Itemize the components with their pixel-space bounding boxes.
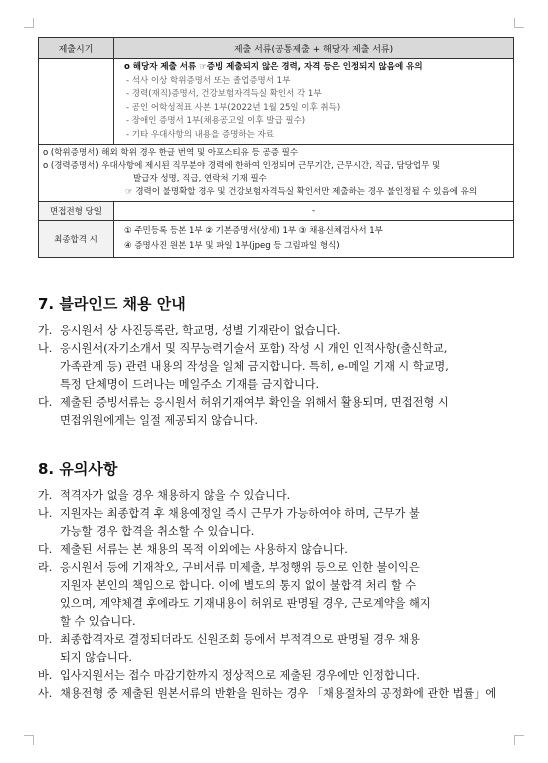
conditional-docs-cell (114, 59, 514, 145)
crop-mark-bottom-right (514, 735, 524, 745)
docs-item: - 경력(재직)증명서, 건강보험자격득실 확인서 각 1부 (126, 89, 322, 99)
list-text-line: 있으며, 계약체결 후에라도 기재내용이 허위로 판명될 경우, 근로계약을 해지 (60, 597, 431, 610)
list-text (60, 340, 516, 394)
docs-item: - 공인 어학성적표 사본 1부(2022년 1월 25일 이후 취득) (126, 102, 341, 113)
list-text (60, 505, 516, 541)
header-submission-time: 제출시기 (39, 38, 114, 59)
list-item (38, 685, 516, 703)
final-docs-line: ① 주민등록 등본 1부 ② 기본증명서(상세) 1부 ③ 채용신체검사서 1부 (124, 226, 383, 236)
section-title: 7. 블라인드 채용 안내 (38, 295, 186, 313)
interview-value: - (114, 202, 514, 221)
list-text (60, 559, 516, 631)
list-marker: 가. (38, 489, 53, 502)
section-items (38, 487, 516, 703)
list-item (38, 541, 516, 559)
table-row-notes (39, 145, 514, 202)
list-text-line: 응시원서(자기소개서 및 직무능력기술서 포함) 작성 시 개인 인적사항(출신학교, (60, 342, 448, 355)
list-text-line: 가족관계 등) 관련 내용의 작성을 일체 금지합니다. 특히, e-메일 기재 시 학교명, (60, 360, 449, 373)
list-item (38, 559, 516, 631)
list-text-line: 지원자 본인의 책임으로 합니다. 이에 별도의 통지 없이 불합격 처리 할 수 (60, 579, 417, 592)
final-label: 최종합격 시 (39, 221, 114, 258)
table-row-docs (39, 59, 514, 145)
list-text-line: 면접위원에게는 일절 제공되지 않습니다. (60, 414, 258, 427)
docs-item: - 기타 우대사항의 내용을 증명하는 자료 (126, 129, 274, 140)
list-text (60, 394, 516, 430)
list-text (60, 685, 516, 703)
list-item (38, 631, 516, 667)
crop-mark-bottom-left (24, 735, 34, 745)
interview-label: 면접전형 당일 (39, 202, 114, 221)
table-header-row (39, 38, 514, 59)
list-text-line: 특정 단체명이 드러나는 메일주소 기재를 금지합니다. (60, 378, 320, 391)
table-row-interview (39, 202, 514, 221)
list-text-line: 되지 않습니다. (60, 651, 132, 664)
list-marker: 가. (38, 324, 53, 337)
list-marker: 마. (38, 633, 53, 646)
list-text (60, 541, 516, 559)
list-item (38, 394, 516, 430)
note-career: o (경력증명서) 우대사항에 제시된 직무분야 경력에 한하여 인정되며 근무기간, 근무시간, 직급, 담당업무 및 (43, 161, 441, 171)
list-item (38, 505, 516, 541)
docs-item: - 석사 이상 학위증명서 또는 졸업증명서 1부 (126, 75, 291, 86)
docs-item: - 장애인 증명서 1부(채용공고일 이후 발급 필수) (126, 116, 306, 126)
notes-cell (39, 145, 514, 202)
section-title: 8. 유의사항 (38, 460, 118, 478)
list-text (60, 631, 516, 667)
list-text-line: 응시원서 상 사진등록란, 학교명, 성별 기재란이 없습니다. (60, 324, 341, 337)
crop-mark-top-left (24, 18, 34, 28)
list-marker: 다. (38, 543, 53, 556)
list-item (38, 487, 516, 505)
list-marker: 바. (38, 669, 53, 682)
list-text-line: 지원자는 최종합격 후 채용예정일 즉시 근무가 가능하여야 하며, 근무가 불 (60, 507, 420, 520)
list-marker: 라. (38, 561, 53, 574)
note-degree: o (학위증명서) 해외 학위 경우 한글 번역 및 아포스티유 등 공증 필수 (43, 148, 299, 158)
list-item (38, 322, 516, 340)
final-docs-line: ④ 증명사진 원본 1부 및 파일 1부(jpeg 등 그림파일 형식) (124, 241, 340, 251)
final-docs-cell (114, 221, 514, 258)
section-items (38, 322, 516, 430)
docs-heading: o 해당자 제출 서류 ☞증빙 제출되지 않은 경력, 자격 등은 인정되지 않음에 유의 (124, 62, 423, 72)
header-submission-docs: 제출 서류(공통제출 + 해당자 제출 서류) (114, 38, 514, 59)
list-marker: 나. (38, 342, 53, 355)
list-text-line: 제출된 증빙서류는 응시원서 허위기재여부 확인을 위해서 활용되며, 면접전형 시 (60, 396, 449, 409)
list-text-line: 적격자가 없을 경우 채용하지 않을 수 있습니다. (60, 489, 291, 502)
list-marker: 다. (38, 396, 53, 409)
list-text (60, 487, 516, 505)
crop-mark-top-right (514, 18, 524, 28)
note-career-warning: ☞ 경력이 불명확할 경우 및 건강보험자격득실 확인서만 제출하는 경우 불인정될 수 있음에 유의 (125, 187, 478, 197)
list-text-line: 최종합격자로 결정되더라도 신원조회 등에서 부적격으로 판명될 경우 채용 (60, 633, 420, 646)
list-text (60, 667, 516, 685)
section-precautions (38, 458, 516, 703)
list-item (38, 667, 516, 685)
list-text-line: 응시원서 등에 기재착오, 구비서류 미제출, 부정행위 등으로 인한 불이익은 (60, 561, 420, 574)
section-blind-hiring (38, 293, 516, 430)
table-row-final (39, 221, 514, 258)
list-item (38, 340, 516, 394)
list-marker: 나. (38, 507, 53, 520)
list-text-line: 할 수 있습니다. (60, 615, 136, 628)
list-text-line: 채용전형 중 제출된 원본서류의 반환을 원하는 경우 「채용절차의 공정화에 관한 법률」에 (60, 687, 497, 700)
list-text (60, 322, 516, 340)
list-text-line: 제출된 서류는 본 채용의 목적 이외에는 사용하지 않습니다. (60, 543, 348, 556)
empty-cell (39, 59, 114, 145)
submission-table (38, 37, 514, 258)
list-text-line: 입사지원서는 접수 마감기한까지 정상적으로 제출된 경우에만 인정합니다. (60, 669, 420, 682)
note-career-continued: 발급자 성명, 직급, 연락처 기재 필수 (133, 174, 267, 184)
list-text-line: 가능할 경우 합격을 취소할 수 있습니다. (60, 525, 255, 538)
list-marker: 사. (38, 687, 53, 700)
